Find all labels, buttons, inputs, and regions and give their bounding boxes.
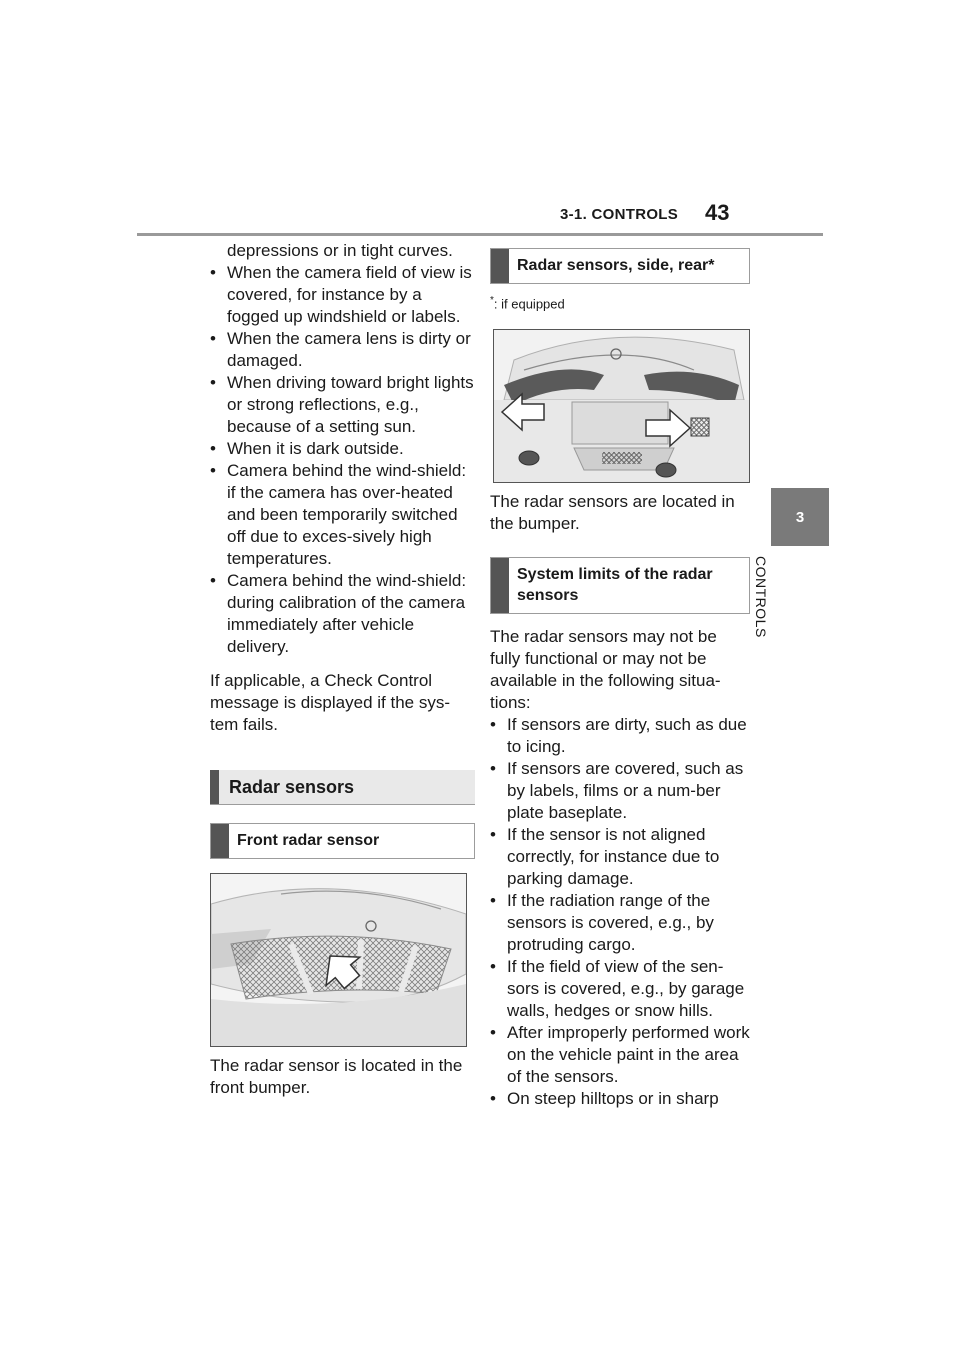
chapter-label <box>753 556 795 666</box>
page-number: 43 <box>705 200 730 225</box>
front-radar-heading: Front radar sensor <box>210 823 475 859</box>
front-bumper-illustration <box>211 874 466 1046</box>
list-item: • If sensors are dirty, such as due to icing. <box>490 715 747 757</box>
header-divider <box>137 233 823 236</box>
list-item: • Camera behind the wind-shield: if the camera has over-heated and been temporarily switched off due to exces-sively high temperatures. <box>210 461 467 568</box>
left-column <box>210 240 475 1099</box>
chapter-tab[interactable] <box>771 488 829 546</box>
rear-bumper-illustration <box>494 330 749 482</box>
front-radar-caption: The radar sensor is located in the front bumper. <box>210 1056 463 1097</box>
list-item: • When driving toward bright lights or strong reflections, e.g., because of a setting sun. <box>210 373 474 436</box>
list-item: • Camera behind the wind-shield: during calibration of the camera immediately after vehicle delivery. <box>210 571 467 656</box>
list-item: • If the radiation range of the sensors is covered, e.g., by protruding cargo. <box>490 891 714 955</box>
list-item: • If the field of view of the sen-sors is covered, e.g., by garage walls, hedges or snow hills. <box>490 957 745 1021</box>
radar-sensors-heading: Radar sensors <box>210 770 475 805</box>
front-bumper-figure <box>210 873 467 1047</box>
side-rear-radar-heading: Radar sensors, side, rear* <box>490 248 750 284</box>
check-control-paragraph: If applicable, a Check Control message is displayed if the sys-tem fails. <box>210 671 450 734</box>
list-item: • If the sensor is not aligned correctly, for instance due to parking damage. <box>490 825 720 889</box>
list-item: • After improperly performed work on the vehicle paint in the area of the sensors. <box>490 1023 750 1087</box>
chapter-label-text: CONTROLS <box>753 556 769 638</box>
list-item: • When it is dark outside. <box>210 439 404 458</box>
system-limits-intro: The radar sensors may not be fully functional or may not be available in the following situa-tions: <box>490 627 721 713</box>
section-title: 3-1. CONTROLS <box>560 206 679 223</box>
list-item: • On steep hilltops or in sharp <box>490 1089 719 1109</box>
side-rear-caption: The radar sensors are located in the bumper. <box>490 492 735 534</box>
list-item: • When the camera lens is dirty or damaged. <box>210 329 471 370</box>
continued-text: depressions or in tight curves. <box>227 241 453 260</box>
list-item: • When the camera field of view is covered, for instance by a fogged up windshield or labels. <box>210 263 472 326</box>
right-column <box>490 240 750 1110</box>
list-item: • If sensors are covered, such as by labels, films or a num-ber plate baseplate. <box>490 759 744 823</box>
chapter-number: 3 <box>795 508 805 526</box>
footnote: *: if equipped <box>490 295 565 312</box>
rear-bumper-figure <box>493 329 750 483</box>
system-limits-heading: System limits of the radar sensors <box>490 557 750 614</box>
